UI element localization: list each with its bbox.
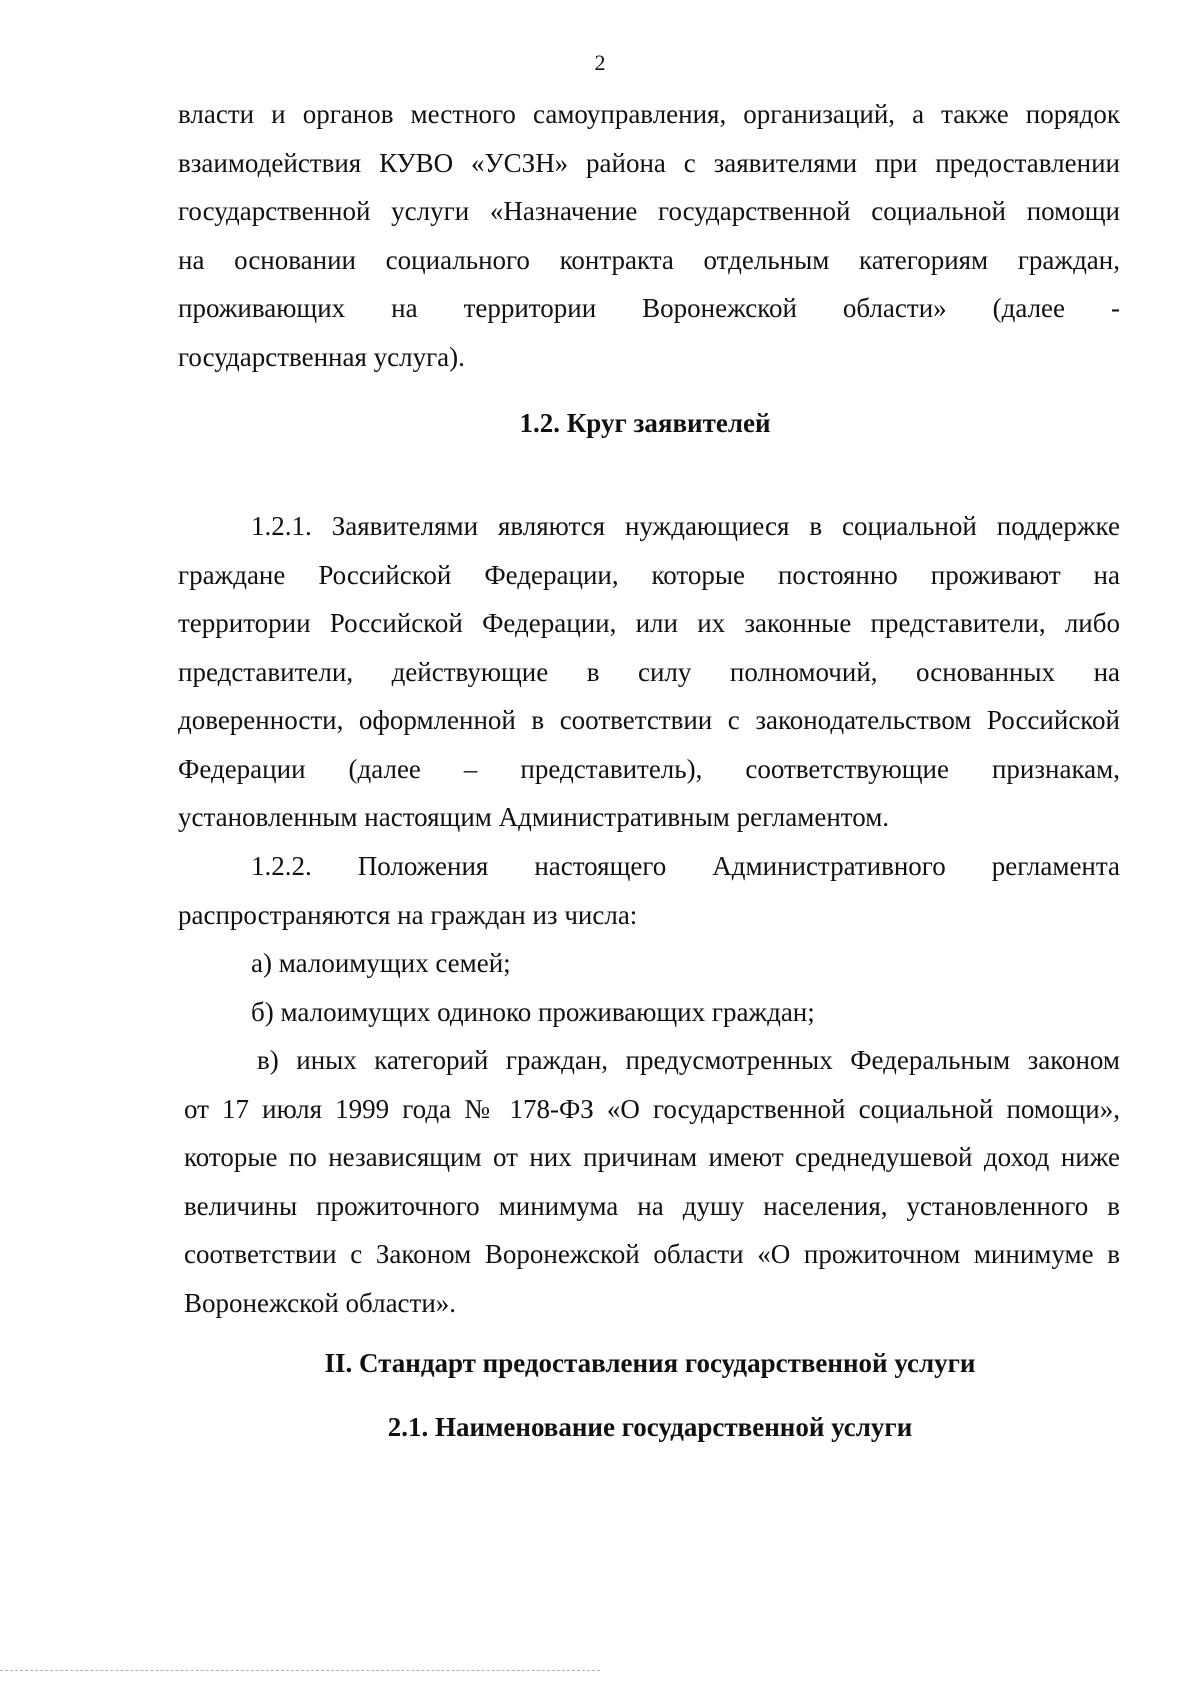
text-line: на основании социального контракта отдельным категориям граждан,	[178, 244, 1120, 275]
scan-edge-line	[0, 1670, 600, 1671]
text-line: Федерации (далее – представитель), соответствующие признакам,	[178, 753, 1120, 784]
list-item: б) малоимущих одиноко проживающих граждан;	[251, 996, 815, 1027]
text-line: величины прожиточного минимума на душу населения, установленного в	[184, 1190, 1120, 1221]
text-line: государственной услуги «Назначение государственной социальной помощи	[178, 196, 1120, 226]
paragraph-1-2-1	[178, 502, 1120, 842]
text-line: 1.2.2. Положения настоящего Административного регламента	[251, 851, 1120, 881]
paragraph-1-2-2	[178, 842, 1120, 939]
text-line: территории Российской Федерации, или их законные представители, либо	[178, 608, 1120, 638]
text-line: представители, действующие в силу полномочий, основанных на	[178, 656, 1120, 687]
text-line: 1.2.1. Заявителями являются нуждающиеся в социальной поддержке	[251, 511, 1120, 541]
section-2-1-heading: 2.1. Наименование государственной услуги	[387, 1412, 913, 1442]
section-ii-heading: II. Стандарт предоставления государственной услуги	[324, 1348, 976, 1378]
text-line: взаимодействия КУВО «УСЗН» района с заявителями при предоставлении	[178, 147, 1120, 178]
text-line: установленным настоящим Административным регламентом.	[178, 802, 890, 832]
text-line: распространяются на граждан из числа:	[178, 899, 638, 930]
intro-paragraph	[178, 90, 1120, 381]
text-line: доверенности, оформленной в соответствии с законодательством Российской	[178, 705, 1120, 735]
text-line: власти и органов местного самоуправления, организаций, а также порядок	[178, 99, 1120, 129]
text-line: государственная услуга).	[178, 341, 465, 372]
text-line: которые по независящим от них причинам имеют среднедушевой доход ниже	[184, 1142, 1120, 1172]
text-line: в) иных категорий граждан, предусмотренных Федеральным законом	[257, 1045, 1120, 1075]
page-number: 2	[594, 50, 606, 75]
text-line: граждане Российской Федерации, которые постоянно проживают на	[178, 559, 1120, 590]
section-1-2-heading: 1.2. Круг заявителей	[519, 408, 771, 438]
list-item: а) малоимущих семей;	[251, 948, 511, 978]
text-line: Воронежской области».	[184, 1287, 457, 1318]
text-line: от 17 июля 1999 года № 178-ФЗ «О государственной социальной помощи»,	[184, 1093, 1120, 1124]
list-block	[178, 939, 1120, 1036]
text-line: проживающих на территории Воронежской области» (далее -	[178, 293, 1120, 323]
list-item-v	[184, 1036, 1120, 1327]
text-line: соответствии с Законом Воронежской области «О прожиточном минимуме в	[184, 1239, 1120, 1269]
